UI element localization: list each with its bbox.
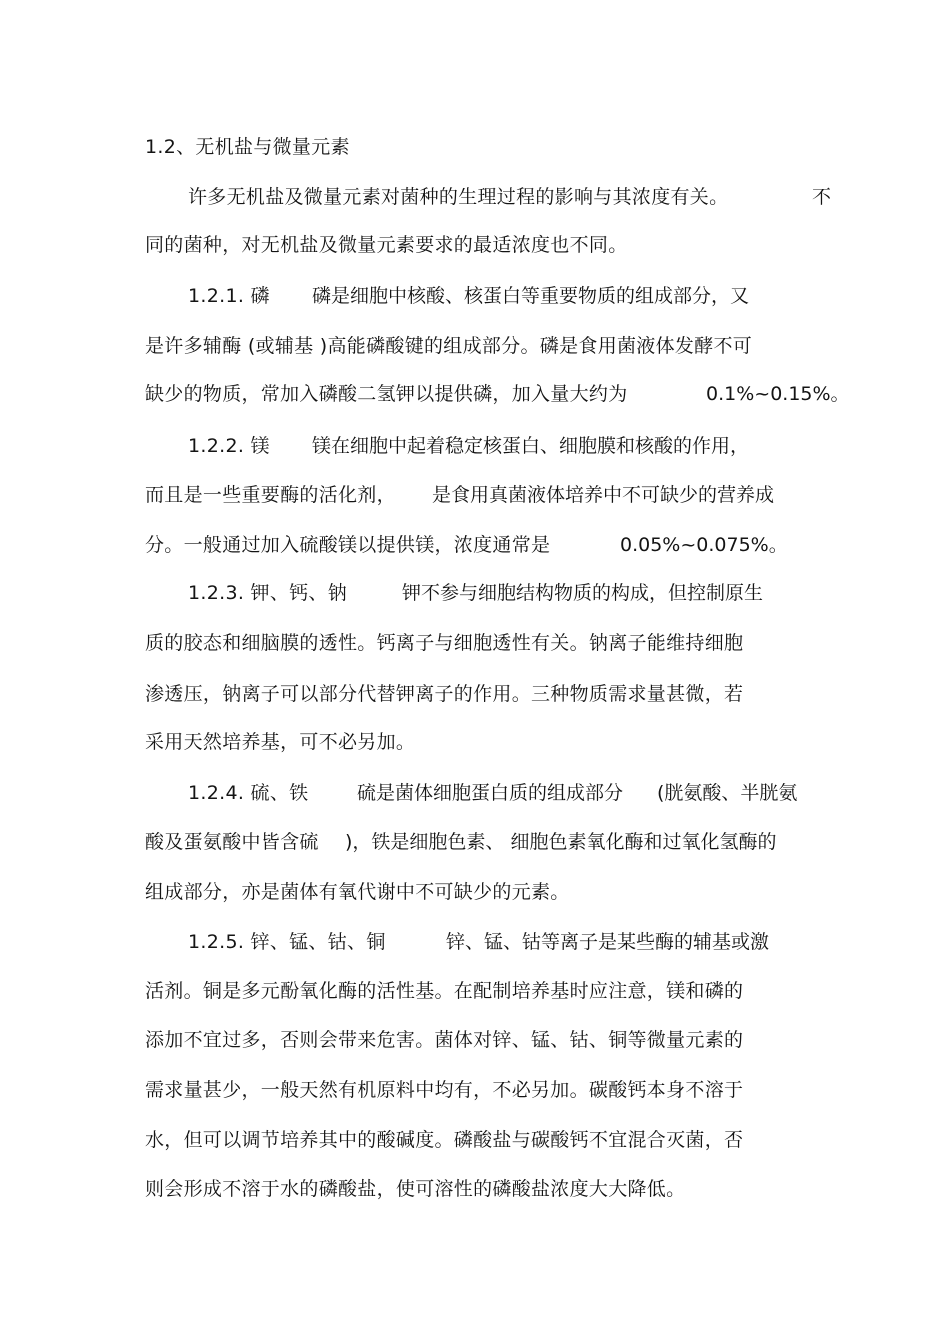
paragraph-line: 同的菌种，对无机盐及微量元素要求的最适浓度也不同。 (145, 234, 628, 256)
paragraph-line: 需求量甚少，一般天然有机原料中均有，不必另加。碳酸钙本身不溶于 (145, 1079, 744, 1101)
paragraph-line: 组成部分，亦是菌体有氧代谢中不可缺少的元素。 (145, 881, 570, 903)
section-heading: 1.2、无机盐与微量元素 (145, 136, 350, 158)
paragraph-line: 是许多辅酶 (或辅基 )高能磷酸键的组成部分。磷是食用菌液体发酵不可 (145, 335, 753, 357)
subsection-title-phosphorus: 1.2.1. 磷 (188, 285, 270, 307)
paragraph-line-fragment: 硫是菌体细胞蛋白质的组成部分 (357, 782, 624, 804)
paragraph-line-fragment: 钾不参与细胞结构物质的构成，但控制原生 (402, 582, 764, 604)
paragraph-line-fragment: 不 (812, 186, 832, 208)
paragraph-line: 水，但可以调节培养其中的酸碱度。磷酸盐与碳酸钙不宜混合灭菌，否 (145, 1129, 744, 1151)
paragraph-line-fragment: 是食用真菌液体培养中不可缺少的营养成 (432, 484, 775, 506)
paragraph-line: 则会形成不溶于水的磷酸盐，使可溶性的磷酸盐浓度大大降低。 (145, 1178, 686, 1200)
paragraph-line: 分。一般通过加入硫酸镁以提供镁，浓度通常是 (145, 534, 551, 556)
paragraph-line-fragment: )，铁是细胞色素、 细胞色素氧化酶和过氧化氢酶的 (345, 831, 777, 853)
paragraph-line-fragment: 0.05%~0.075%。 (620, 534, 788, 556)
paragraph-line: 活剂。铜是多元酚氧化酶的活性基。在配制培养基时应注意，镁和磷的 (145, 980, 744, 1002)
subsection-title-magnesium: 1.2.2. 镁 (188, 435, 270, 457)
paragraph-line-fragment: 镁在细胞中起着稳定核蛋白、细胞膜和核酸的作用， (312, 435, 750, 457)
paragraph-line-fragment: 0.1%~0.15%。 (706, 383, 850, 405)
paragraph-line: 采用天然培养基，可不必另加。 (145, 731, 416, 753)
subsection-title-zinc: 1.2.5. 锌、锰、钴、铜 (188, 931, 386, 953)
paragraph-line: 酸及蛋氨酸中皆含硫 (145, 831, 319, 853)
paragraph-line-fragment: 磷是细胞中核酸、核蛋白等重要物质的组成部分，又 (312, 285, 750, 307)
paragraph-line: 许多无机盐及微量元素对菌种的生理过程的影响与其浓度有关。 (188, 186, 729, 208)
paragraph-line: 质的胶态和细脑膜的透性。钙离子与细胞透性有关。钠离子能维持细胞 (145, 632, 744, 654)
subsection-title-sulfur: 1.2.4. 硫、铁 (188, 782, 309, 804)
paragraph-line: 缺少的物质，常加入磷酸二氢钾以提供磷，加入量大约为 (145, 383, 628, 405)
paragraph-line: 添加不宜过多，否则会带来危害。菌体对锌、锰、钴、铜等微量元素的 (145, 1029, 744, 1051)
paragraph-line: 而且是一些重要酶的活化剂， (145, 484, 396, 506)
paragraph-line-fragment: (胱氨酸、半胱氨 (657, 782, 798, 804)
paragraph-line-fragment: 锌、锰、钴等离子是某些酶的辅基或激 (446, 931, 770, 953)
paragraph-line: 渗透压，钠离子可以部分代替钾离子的作用。三种物质需求量甚微，若 (145, 683, 744, 705)
subsection-title-potassium: 1.2.3. 钾、钙、钠 (188, 582, 348, 604)
